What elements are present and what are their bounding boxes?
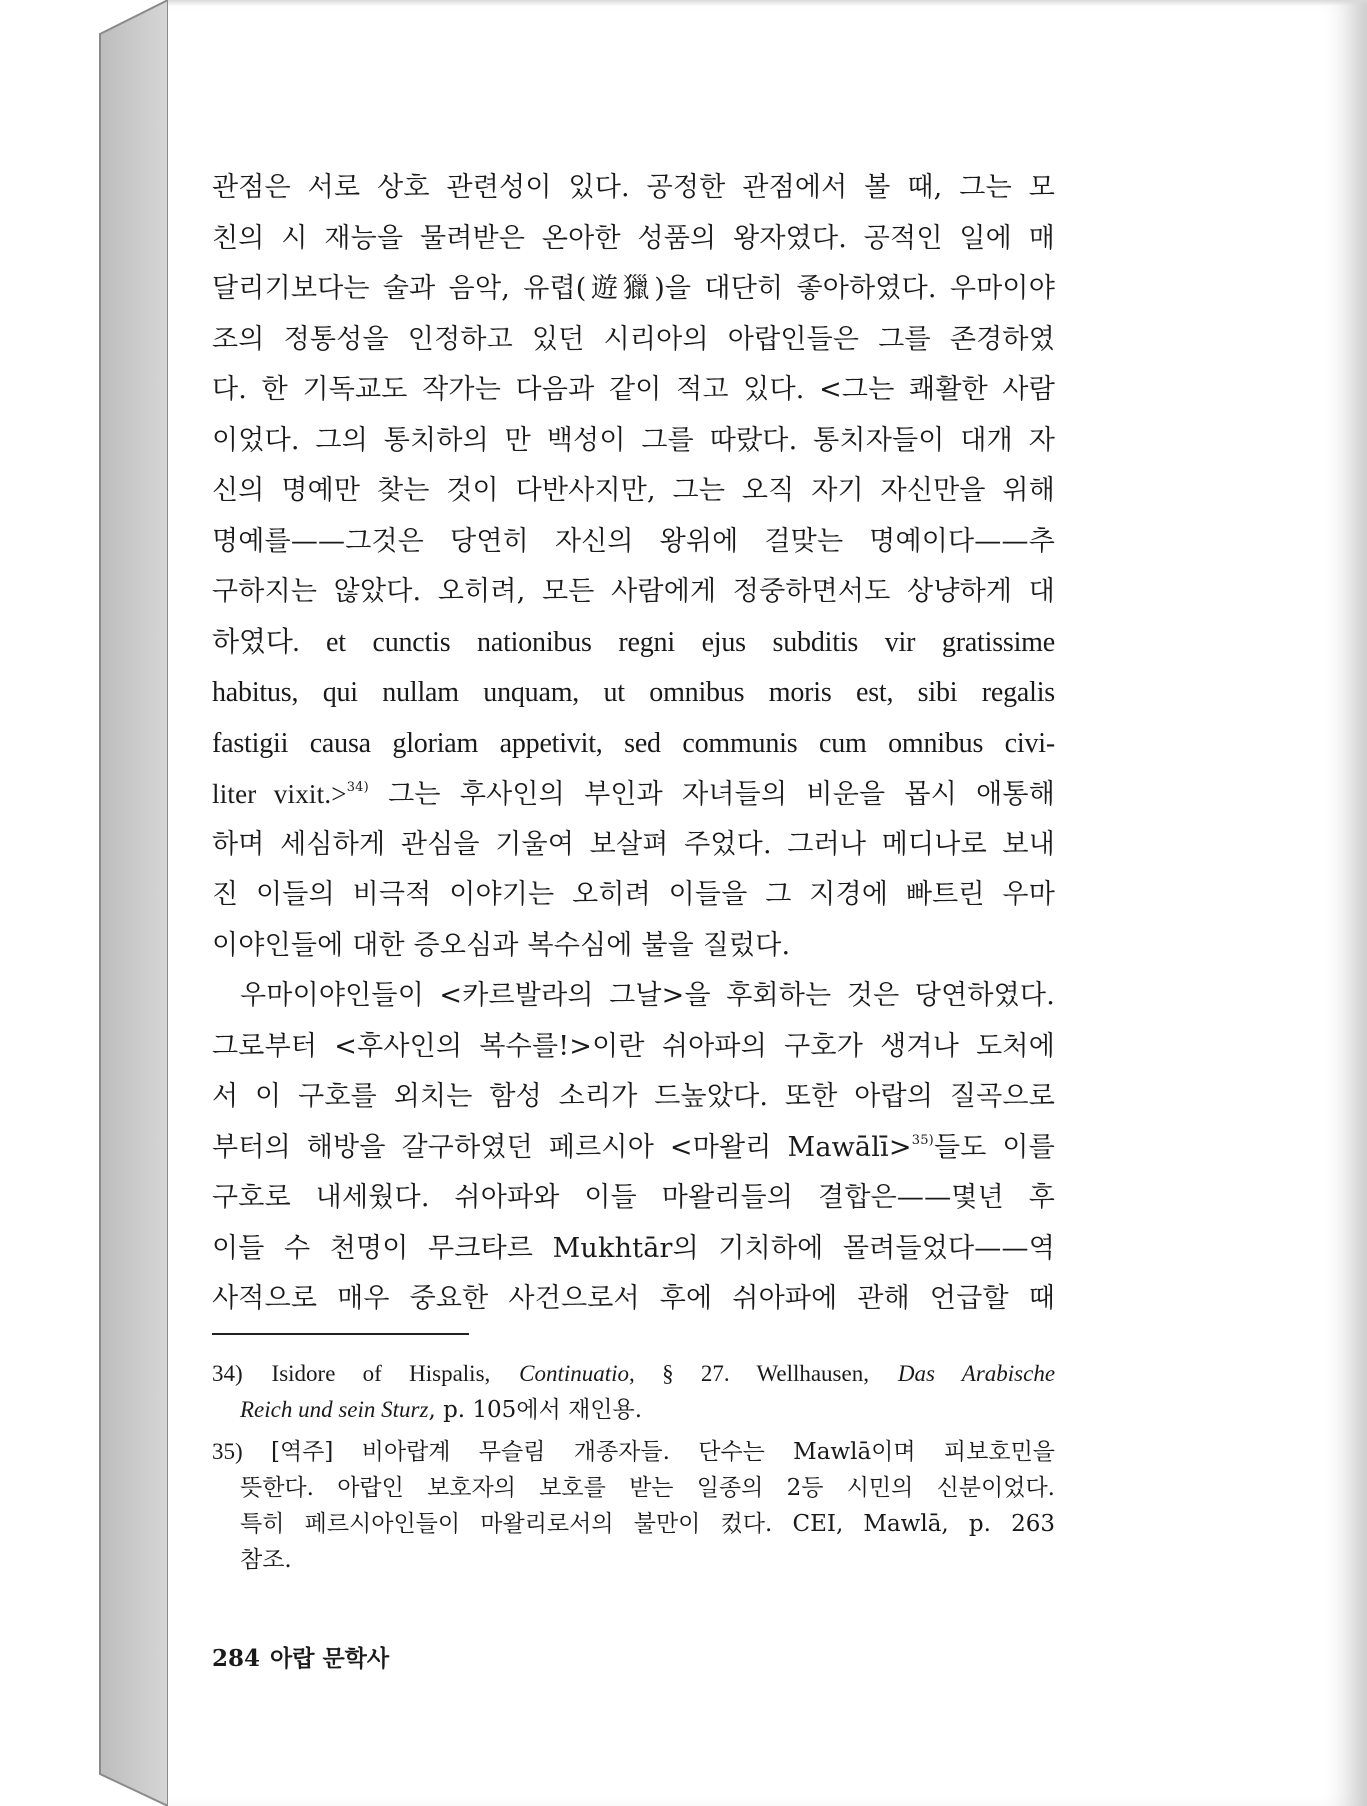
page-top-shadow [168, 0, 1367, 6]
body-text-run: 부터의 해방을 갈구하였던 페르시아 <마왈리 Mawālī> [212, 1131, 912, 1163]
body-line: 이들 수 천명이 무크타르 Mukhtār의 기치하에 몰려들었다——역 [212, 1232, 1055, 1264]
body-text-run: 그는 후사인의 부인과 자녀들의 비운을 몹시 애통해 [368, 779, 1056, 810]
footnote-35 [212, 1434, 1055, 1578]
footnote-line: 특히 페르시아인들이 마왈리로서의 불만이 컸다. CEI, Mawlā, p. 263 [240, 1511, 1055, 1537]
body-line: 구호로 내세웠다. 쉬아파와 이들 마왈리들의 결합은——몇년 후 [212, 1182, 1055, 1213]
body-text [212, 163, 1055, 1325]
page-number: 284 [212, 1645, 261, 1672]
footnote-number: 35) [212, 1439, 243, 1464]
footnote-work-title: Reich und sein Sturz [240, 1397, 429, 1422]
footnote-number: 34) [212, 1361, 243, 1386]
footnote-text: , p. 105에서 재인용. [428, 1397, 643, 1423]
paragraph-start-line: 우마이야인들이 <카르발라의 그날>을 후회하는 것은 당연하였다. [240, 980, 1055, 1011]
body-line: 이야인들에 대한 증오심과 복수심에 불을 질렀다. [212, 929, 791, 961]
footnote-ref-34[interactable]: 34) [346, 780, 369, 795]
footnotes [212, 1356, 1055, 1584]
footnote-ref-35[interactable]: 35) [911, 1132, 934, 1148]
latin-quote-end: liter vixit.> [212, 779, 347, 809]
footnote-author: Isidore of Hispalis, [271, 1361, 491, 1386]
body-line: fastigii causa gloriam appetivit, sed communis cum omnibus civi- [212, 727, 1055, 759]
body-line: habitus, qui nullam unquam, ut omnibus moris est, sibi regalis [212, 677, 1055, 708]
body-line: 진 이들의 비극적 이야기는 오히려 이들을 그 지경에 빠트린 우마 [212, 879, 1055, 910]
body-line-with-footnote-ref [212, 1123, 1055, 1174]
body-line: 다. 한 기독교도 작가는 다음과 같이 적고 있다. <그는 쾌활한 사람 [212, 374, 1055, 405]
body-line: 이었다. 그의 통치하의 만 백성이 그를 따랐다. 통치자들이 대개 자 [212, 424, 1055, 456]
footnote-line: 뜻한다. 아랍인 보호자의 보호를 받는 일종의 2등 시민의 신분이었다. [240, 1475, 1055, 1501]
body-line: 서 이 구호를 외치는 함성 소리가 드높았다. 또한 아랍의 질곡으로 [212, 1081, 1055, 1112]
body-line: 조의 정통성을 인정하고 있던 시리아의 아랍인들은 그를 존경하였 [212, 323, 1055, 355]
body-line: 사적으로 매우 중요한 사건으로서 후에 쉬아파에 관해 언급할 때 [212, 1283, 1055, 1314]
body-line: 관점은 서로 상호 관련성이 있다. 공정한 관점에서 볼 때, 그는 모 [212, 172, 1055, 203]
footnote-text: [역주] 비아랍계 무슬림 개종자들. 단수는 Mawlā이며 피보호민을 [270, 1439, 1056, 1465]
body-line: 구하지는 않았다. 오히려, 모든 사람에게 정중하면서도 상냥하게 대 [212, 576, 1055, 607]
footnote-separator [212, 1333, 469, 1335]
footnote-34 [212, 1356, 1055, 1428]
body-line: 친의 시 재능을 물려받은 온아한 성품의 왕자였다. 공적인 일에 매 [212, 222, 1055, 254]
body-line: 명예를——그것은 당연히 자신의 왕위에 걸맞는 명예이다——추 [212, 525, 1055, 557]
body-text-run: 들도 이를 [933, 1131, 1055, 1163]
body-line: 달리기보다는 술과 음악, 유렵(遊獵)을 대단히 좋아하였다. 우마이야 [212, 273, 1055, 304]
footnote-work-title: Continuatio [519, 1361, 630, 1386]
book-spine-edge [0, 0, 190, 1806]
body-line: 하였다. et cunctis nationibus regni ejus subditis vir gratissime [212, 626, 1055, 658]
footnote-line [212, 1392, 1055, 1428]
body-line: 하며 세심하게 관심을 기울여 보살펴 주었다. 그러나 메디나로 보내 [212, 828, 1055, 860]
footnote-work-title: Das Arabische [897, 1361, 1056, 1386]
body-line-with-footnote-ref [212, 769, 1055, 820]
body-line: 그로부터 <후사인의 복수를!>이란 쉬아파의 구호가 생겨나 도처에 [212, 1030, 1055, 1062]
footnote-line: 참조. [240, 1547, 292, 1573]
footnote-text: , § 27. Wellhausen, [629, 1361, 869, 1386]
page-footer [212, 1640, 399, 1673]
body-line: 신의 명예만 찾는 것이 다반사지만, 그는 오직 자기 자신만을 위해 [212, 475, 1055, 506]
footnote-line [212, 1356, 1055, 1392]
running-title: 아랍 문학사 [270, 1645, 390, 1672]
footnote-line [212, 1434, 1055, 1470]
